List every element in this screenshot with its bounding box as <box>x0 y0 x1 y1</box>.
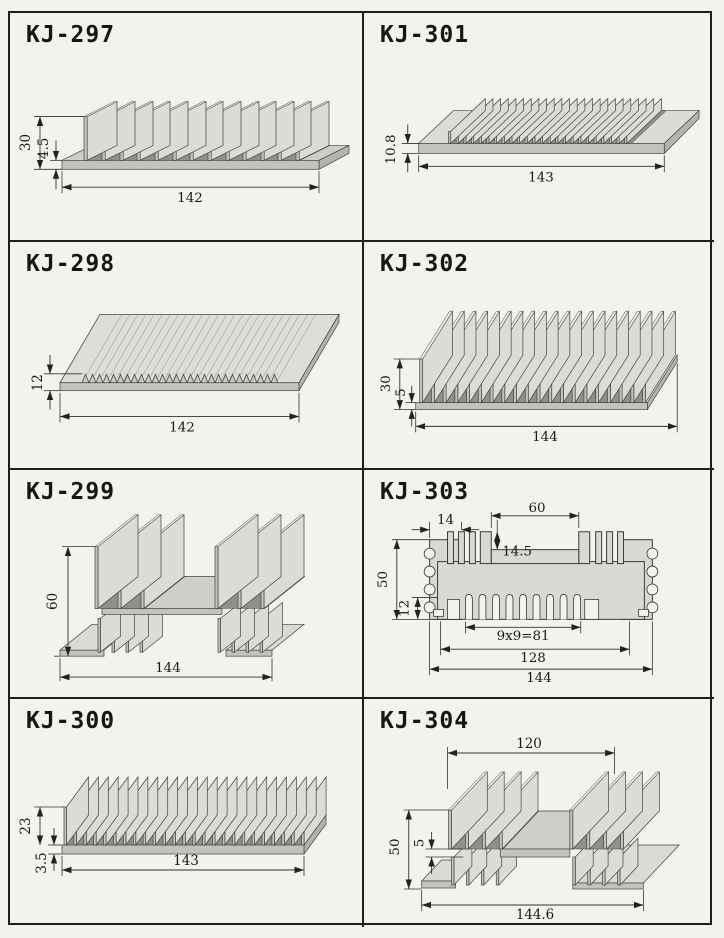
dim-pitch: 9x9=81 <box>496 629 550 645</box>
dim-channel-depth: 14.5 <box>502 544 533 560</box>
profile-cell-kj-299 <box>10 470 364 699</box>
dim-top-width: 120 <box>516 736 542 753</box>
dim-height: 23 <box>18 817 34 835</box>
profile-cell-kj-301 <box>364 13 714 242</box>
dim-width: 142 <box>177 190 203 207</box>
heatsink-drawing-kj-303 <box>364 470 714 697</box>
dim-width: 143 <box>173 853 199 869</box>
dim-foot: 12 <box>397 599 413 617</box>
body-shape <box>424 532 658 620</box>
dim-base: 5 <box>393 388 409 397</box>
dim-height: 10.8 <box>383 134 399 165</box>
dim-base: 3.5 <box>34 852 50 874</box>
dim-height: 50 <box>387 838 403 856</box>
model-label: KJ-303 <box>380 479 470 505</box>
dim-height: 50 <box>375 570 391 589</box>
heatsink-drawing-kj-304 <box>364 699 714 927</box>
dim-width: 142 <box>169 420 195 436</box>
fins-group <box>64 777 326 845</box>
dim-height: 30 <box>17 133 35 151</box>
model-label: KJ-304 <box>380 708 470 734</box>
model-label: KJ-298 <box>26 251 116 277</box>
dim-web: 5 <box>412 838 428 848</box>
model-label: KJ-301 <box>380 22 470 48</box>
profile-cell-kj-297 <box>10 13 364 242</box>
dim-base: 4.5 <box>35 137 53 160</box>
fins-group <box>449 99 662 144</box>
dim-width: 143 <box>528 170 554 186</box>
model-label: KJ-300 <box>26 708 116 734</box>
profile-cell-kj-304 <box>364 699 714 927</box>
heatsink-drawing-kj-298 <box>10 242 362 468</box>
heatsink-drawing-kj-302 <box>364 242 714 468</box>
plate-shape <box>60 314 339 390</box>
heatsink-drawing-kj-300 <box>10 699 362 927</box>
profile-cell-kj-303 <box>364 470 714 699</box>
profile-cell-kj-300 <box>10 699 364 927</box>
heatsink-drawing-kj-299 <box>10 470 362 697</box>
model-label: KJ-302 <box>380 251 470 277</box>
dim-thickness: 12 <box>30 374 47 392</box>
dim-height: 30 <box>378 375 394 393</box>
dim-fin-width: 14 <box>436 512 455 528</box>
model-label: KJ-297 <box>26 22 116 48</box>
heatsink-drawing-kj-297 <box>10 13 362 240</box>
dim-width: 144 <box>155 660 181 677</box>
profile-cell-kj-298 <box>10 242 364 470</box>
catalog-grid <box>8 11 712 925</box>
profile-cell-kj-302 <box>364 242 714 470</box>
dim-width: 144 <box>526 671 552 687</box>
corrugated-fins <box>82 374 278 383</box>
dim-inner-width: 128 <box>520 651 546 667</box>
dim-width: 144.6 <box>515 907 555 924</box>
dim-channel-width: 60 <box>528 500 546 516</box>
dim-width: 144 <box>532 430 558 446</box>
dim-height: 60 <box>44 592 62 610</box>
fins-group <box>84 102 329 161</box>
model-label: KJ-299 <box>26 479 116 505</box>
fins-group <box>420 311 676 402</box>
heatsink-drawing-kj-301 <box>364 13 714 240</box>
